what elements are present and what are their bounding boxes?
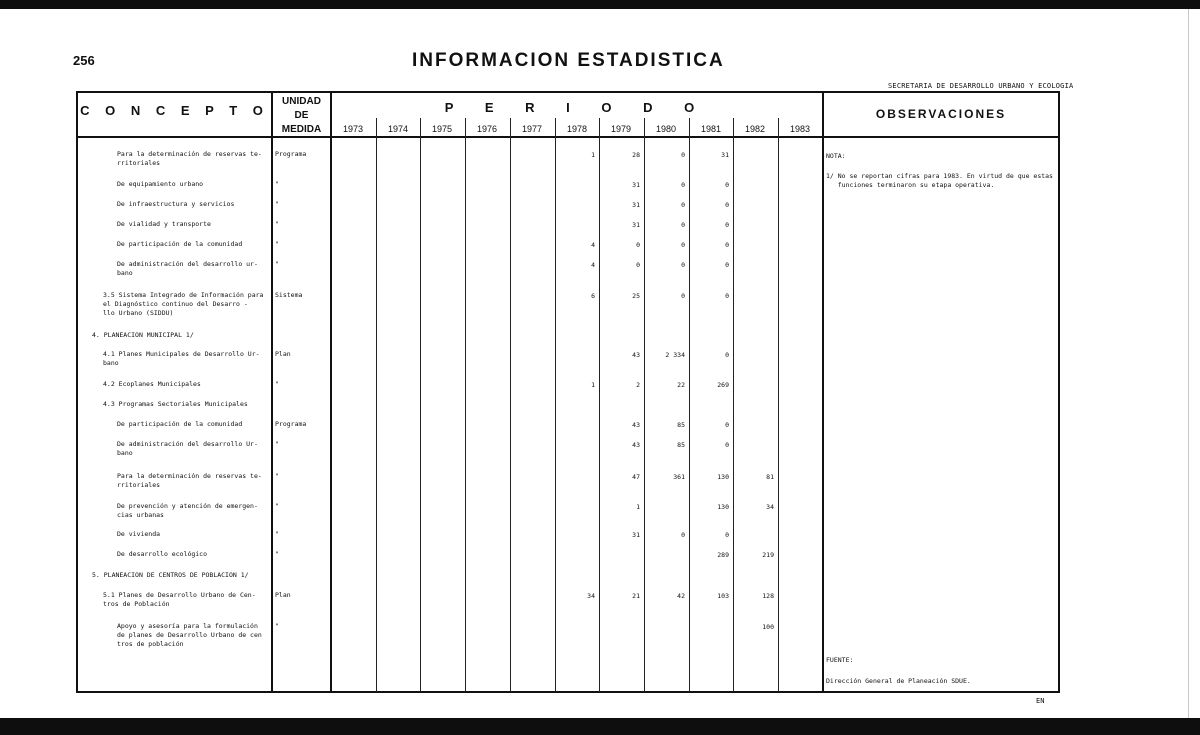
year-column-divider	[733, 118, 734, 692]
row-concept: 3.5 Sistema Integrado de Información para el Diagnóstico continuo del Desarro - llo Urbano (SIDDU)	[103, 291, 264, 317]
year-header: 1977	[521, 124, 543, 134]
value-cell: 103	[717, 592, 729, 600]
value-cell: 43	[632, 441, 640, 449]
row-concept: 4.1 Planes Municipales de Desarrollo Ur- bano	[103, 350, 260, 367]
row-unit: "	[275, 550, 279, 558]
value-cell: 22	[677, 381, 685, 389]
year-header: 1973	[342, 124, 364, 134]
header-periodo: P E R I O D O	[444, 100, 709, 115]
value-cell: 85	[677, 421, 685, 429]
year-header: 1983	[789, 124, 811, 134]
divider-observaciones	[822, 91, 824, 693]
header-concepto: C O N C E P T O	[80, 103, 269, 118]
value-cell: 130	[717, 503, 729, 511]
header-observaciones: OBSERVACIONES	[875, 107, 1007, 121]
value-cell: 31	[632, 531, 640, 539]
year-column-divider	[555, 118, 556, 692]
value-cell: 0	[636, 261, 640, 269]
row-concept: De vivienda	[117, 530, 161, 538]
value-cell: 0	[681, 201, 685, 209]
value-cell: 130	[717, 473, 729, 481]
value-cell: 0	[725, 421, 729, 429]
row-unit: Plan	[275, 591, 291, 599]
row-unit: "	[275, 200, 279, 208]
header-unidad-line: DE	[294, 110, 309, 121]
year-column-divider	[510, 118, 511, 692]
year-header: 1978	[566, 124, 588, 134]
row-unit: Plan	[275, 350, 291, 358]
year-column-divider	[376, 118, 377, 692]
value-cell: 1	[591, 381, 595, 389]
row-unit: "	[275, 440, 279, 448]
value-cell: 0	[681, 261, 685, 269]
page-title: INFORMACION ESTADISTICA	[412, 50, 725, 71]
value-cell: 42	[677, 592, 685, 600]
year-header: 1976	[476, 124, 498, 134]
value-cell: 34	[766, 503, 774, 511]
year-column-divider	[420, 118, 421, 692]
row-unit: "	[275, 220, 279, 228]
row-unit: Programa	[275, 150, 307, 158]
value-cell: 31	[721, 151, 729, 159]
row-concept: 5. PLANEACION DE CENTROS DE POBLACION 1/	[92, 571, 249, 579]
row-concept: De participación de la comunidad	[117, 240, 243, 248]
divider-concepto	[271, 91, 273, 693]
row-unit: Programa	[275, 420, 307, 428]
value-cell: 100	[762, 623, 774, 631]
row-unit: "	[275, 180, 279, 188]
value-cell: 0	[725, 261, 729, 269]
value-cell: 2	[636, 381, 640, 389]
scan-bottom-border	[0, 718, 1200, 735]
value-cell: 0	[681, 292, 685, 300]
value-cell: 219	[762, 551, 774, 559]
agency-name: SECRETARIA DE DESARROLLO URBANO Y ECOLOGIA	[888, 82, 1074, 90]
value-cell: 43	[632, 351, 640, 359]
value-cell: 0	[725, 221, 729, 229]
fuente-label: FUENTE:	[826, 656, 854, 664]
footer-code: EN	[1036, 697, 1045, 705]
row-unit: "	[275, 260, 279, 268]
value-cell: 361	[673, 473, 685, 481]
row-concept: De administración del desarrollo ur- bano	[117, 260, 258, 277]
value-cell: 0	[725, 292, 729, 300]
header-separator	[76, 136, 1060, 138]
row-concept: 4.3 Programas Sectoriales Municipales	[103, 400, 248, 408]
scan-top-border	[0, 0, 1200, 9]
page-number: 256	[73, 53, 95, 68]
value-cell: 4	[591, 261, 595, 269]
value-cell: 43	[632, 421, 640, 429]
row-concept: Apoyo y asesoría para la formulación de planes de Desarrollo Urbano de cen tros de población	[117, 622, 262, 648]
row-concept: Para la determinación de reservas te- rritoriales	[117, 150, 262, 167]
table-top-border	[76, 91, 1060, 93]
year-column-divider	[465, 118, 466, 692]
year-header: 1975	[431, 124, 453, 134]
value-cell: 31	[632, 221, 640, 229]
year-header: 1980	[655, 124, 677, 134]
year-header: 1982	[744, 124, 766, 134]
row-concept: Para la determinación de reservas te- rritoriales	[117, 472, 262, 489]
value-cell: 1	[636, 503, 640, 511]
value-cell: 289	[717, 551, 729, 559]
row-unit: "	[275, 502, 279, 510]
value-cell: 0	[681, 241, 685, 249]
row-unit: "	[275, 380, 279, 388]
row-concept: De administración del desarrollo Ur- bano	[117, 440, 258, 457]
nota-text: 1/ No se reportan cifras para 1983. En virtud de que estas funciones terminaron su etapa operativa.	[826, 172, 1053, 189]
row-unit: "	[275, 530, 279, 538]
row-concept: De participación de la comunidad	[117, 420, 243, 428]
value-cell: 25	[632, 292, 640, 300]
year-header: 1981	[700, 124, 722, 134]
value-cell: 0	[681, 531, 685, 539]
row-unit: Sistema	[275, 291, 303, 299]
value-cell: 0	[636, 241, 640, 249]
divider-unidad	[330, 91, 332, 693]
value-cell: 0	[681, 151, 685, 159]
header-unidad-line: UNIDAD	[282, 96, 321, 107]
row-unit: "	[275, 472, 279, 480]
row-concept: De prevención y atención de emergen- cias urbanas	[117, 502, 258, 519]
value-cell: 34	[587, 592, 595, 600]
value-cell: 31	[632, 201, 640, 209]
scan-right-edge	[1188, 9, 1189, 718]
row-concept: De desarrollo ecológico	[117, 550, 208, 558]
value-cell: 4	[591, 241, 595, 249]
value-cell: 1	[591, 151, 595, 159]
nota-label: NOTA:	[826, 152, 846, 160]
table-left-border	[76, 91, 78, 693]
row-unit: "	[275, 240, 279, 248]
row-concept: De vialidad y transporte	[117, 220, 211, 228]
value-cell: 2 334	[665, 351, 685, 359]
value-cell: 81	[766, 473, 774, 481]
value-cell: 47	[632, 473, 640, 481]
table-bottom-border	[76, 691, 1060, 693]
value-cell: 0	[725, 351, 729, 359]
header-unidad-line: MEDIDA	[281, 124, 322, 135]
year-header: 1979	[610, 124, 632, 134]
value-cell: 28	[632, 151, 640, 159]
fuente-text: Dirección General de Planeación SDUE.	[826, 677, 971, 685]
row-concept: 4.2 Ecoplanes Municipales	[103, 380, 201, 388]
year-header: 1974	[387, 124, 409, 134]
value-cell: 269	[717, 381, 729, 389]
value-cell: 128	[762, 592, 774, 600]
table-right-border	[1058, 91, 1060, 693]
row-concept: 4. PLANEACION MUNICIPAL 1/	[92, 331, 194, 339]
value-cell: 0	[725, 201, 729, 209]
header-unidad	[272, 95, 331, 137]
value-cell: 0	[681, 221, 685, 229]
year-column-divider	[778, 118, 779, 692]
value-cell: 0	[725, 181, 729, 189]
value-cell: 0	[725, 241, 729, 249]
value-cell: 0	[725, 531, 729, 539]
row-unit: "	[275, 622, 279, 630]
value-cell: 0	[681, 181, 685, 189]
value-cell: 31	[632, 181, 640, 189]
value-cell: 85	[677, 441, 685, 449]
row-concept: De infraestructura y servicios	[117, 200, 235, 208]
value-cell: 21	[632, 592, 640, 600]
row-concept: 5.1 Planes de Desarrollo Urbano de Cen- tros de Población	[103, 591, 256, 608]
row-concept: De equipamiento urbano	[117, 180, 204, 188]
value-cell: 6	[591, 292, 595, 300]
value-cell: 0	[725, 441, 729, 449]
